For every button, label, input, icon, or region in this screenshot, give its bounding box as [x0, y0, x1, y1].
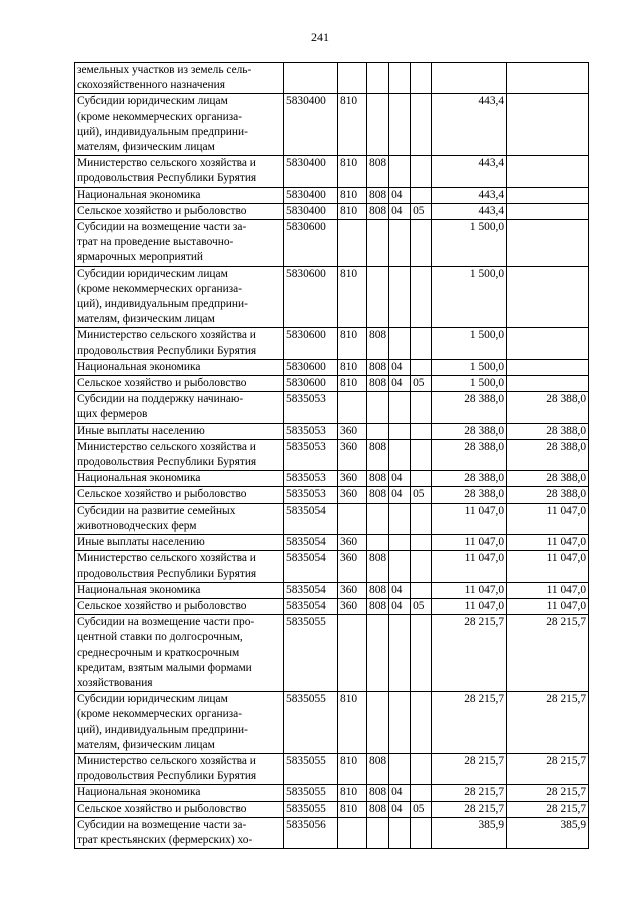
- table-row: [75, 220, 589, 267]
- row-expense-type-cell: 360: [338, 487, 367, 503]
- row-department-cell: 808: [367, 376, 389, 392]
- row-expense-type-cell: 360: [338, 423, 367, 439]
- row-department-cell: 808: [367, 359, 389, 375]
- row-amount-cell: 28 215,7: [432, 785, 507, 801]
- row-name-cell: Национальная экономика: [75, 582, 284, 598]
- row-code-cell: 5835054: [284, 598, 338, 614]
- row-subsection-cell: [411, 94, 432, 156]
- row-amount-cell: 11 047,0: [432, 582, 507, 598]
- row-code-cell: 5830400: [284, 94, 338, 156]
- row-amount-cell: 28 388,0: [432, 392, 507, 423]
- row-section-cell: [389, 328, 411, 359]
- row-expense-type-cell: 360: [338, 551, 367, 582]
- row-amount-cell: 28 215,7: [432, 615, 507, 692]
- table-row: [75, 423, 589, 439]
- row-amount-2-cell: 28 215,7: [507, 801, 589, 817]
- row-expense-type-cell: 810: [338, 376, 367, 392]
- table-row: [75, 753, 589, 784]
- table-row: [75, 785, 589, 801]
- row-expense-type-cell: [338, 615, 367, 692]
- row-expense-type-cell: 360: [338, 439, 367, 470]
- budget-table: [74, 62, 589, 849]
- row-expense-type-cell: 810: [338, 328, 367, 359]
- table-row: [75, 156, 589, 187]
- row-code-cell: 5830400: [284, 187, 338, 203]
- row-amount-2-cell: 385,9: [507, 817, 589, 848]
- row-expense-type-cell: 360: [338, 471, 367, 487]
- table-row: [75, 266, 589, 328]
- row-expense-type-cell: 810: [338, 359, 367, 375]
- table-row: [75, 187, 589, 203]
- row-section-cell: [389, 266, 411, 328]
- row-expense-type-cell: 810: [338, 203, 367, 219]
- row-subsection-cell: [411, 423, 432, 439]
- row-section-cell: [389, 220, 411, 267]
- row-section-cell: 04: [389, 598, 411, 614]
- row-subsection-cell: 05: [411, 801, 432, 817]
- row-expense-type-cell: 360: [338, 582, 367, 598]
- row-subsection-cell: [411, 156, 432, 187]
- table-row: [75, 359, 589, 375]
- page-number: 241: [311, 30, 329, 44]
- row-code-cell: 5835055: [284, 753, 338, 784]
- row-amount-2-cell: [507, 359, 589, 375]
- row-department-cell: [367, 817, 389, 848]
- row-expense-type-cell: [338, 503, 367, 534]
- row-amount-cell: 385,9: [432, 817, 507, 848]
- row-amount-2-cell: 28 215,7: [507, 785, 589, 801]
- row-department-cell: 808: [367, 156, 389, 187]
- row-expense-type-cell: 810: [338, 692, 367, 754]
- row-amount-cell: 1 500,0: [432, 266, 507, 328]
- table-row: [75, 376, 589, 392]
- row-section-cell: [389, 692, 411, 754]
- row-amount-2-cell: [507, 187, 589, 203]
- row-amount-cell: 11 047,0: [432, 535, 507, 551]
- row-subsection-cell: [411, 817, 432, 848]
- row-amount-2-cell: [507, 94, 589, 156]
- row-department-cell: 808: [367, 328, 389, 359]
- row-amount-cell: 1 500,0: [432, 376, 507, 392]
- row-code-cell: 5835055: [284, 801, 338, 817]
- row-code-cell: [284, 63, 338, 94]
- row-code-cell: 5830600: [284, 220, 338, 267]
- row-subsection-cell: [411, 503, 432, 534]
- row-subsection-cell: [411, 551, 432, 582]
- row-section-cell: 04: [389, 471, 411, 487]
- row-department-cell: [367, 266, 389, 328]
- row-name-cell: Субсидии на возмещение части за- трат крестьянских (фермерских) хо-: [75, 817, 284, 848]
- row-name-cell: Сельское хозяйство и рыболовство: [75, 487, 284, 503]
- row-amount-2-cell: 28 388,0: [507, 487, 589, 503]
- row-code-cell: 5835055: [284, 692, 338, 754]
- row-department-cell: 808: [367, 439, 389, 470]
- row-department-cell: [367, 615, 389, 692]
- row-department-cell: 808: [367, 582, 389, 598]
- row-subsection-cell: 05: [411, 598, 432, 614]
- table-row: [75, 471, 589, 487]
- row-department-cell: [367, 392, 389, 423]
- row-section-cell: [389, 439, 411, 470]
- row-section-cell: 04: [389, 582, 411, 598]
- row-name-cell: Сельское хозяйство и рыболовство: [75, 376, 284, 392]
- row-code-cell: 5830400: [284, 156, 338, 187]
- row-amount-2-cell: [507, 376, 589, 392]
- row-section-cell: [389, 63, 411, 94]
- row-amount-cell: 1 500,0: [432, 220, 507, 267]
- row-name-cell: Сельское хозяйство и рыболовство: [75, 598, 284, 614]
- row-expense-type-cell: [338, 220, 367, 267]
- row-expense-type-cell: [338, 817, 367, 848]
- table-row: [75, 94, 589, 156]
- row-expense-type-cell: 810: [338, 801, 367, 817]
- row-subsection-cell: [411, 535, 432, 551]
- row-amount-2-cell: 11 047,0: [507, 551, 589, 582]
- table-row: [75, 598, 589, 614]
- table-row: [75, 487, 589, 503]
- row-section-cell: [389, 156, 411, 187]
- row-subsection-cell: [411, 471, 432, 487]
- row-department-cell: [367, 94, 389, 156]
- row-amount-cell: 28 215,7: [432, 753, 507, 784]
- row-department-cell: 808: [367, 471, 389, 487]
- row-name-cell: Субсидии юридическим лицам (кроме некоммерческих организа- ций), индивидуальным предприни- мателям, физическим лицам: [75, 266, 284, 328]
- row-section-cell: [389, 817, 411, 848]
- row-department-cell: [367, 503, 389, 534]
- row-amount-cell: 1 500,0: [432, 359, 507, 375]
- row-amount-cell: 11 047,0: [432, 551, 507, 582]
- row-section-cell: 04: [389, 187, 411, 203]
- row-name-cell: Субсидии юридическим лицам (кроме некоммерческих организа- ций), индивидуальным предприни- мателям, физическим лицам: [75, 94, 284, 156]
- row-subsection-cell: [411, 266, 432, 328]
- row-section-cell: 04: [389, 801, 411, 817]
- row-code-cell: 5830600: [284, 266, 338, 328]
- table-row: [75, 551, 589, 582]
- row-code-cell: 5835056: [284, 817, 338, 848]
- row-section-cell: 04: [389, 359, 411, 375]
- row-amount-cell: 443,4: [432, 187, 507, 203]
- row-name-cell: Министерство сельского хозяйства и продовольствия Республики Бурятия: [75, 551, 284, 582]
- row-section-cell: [389, 535, 411, 551]
- row-department-cell: [367, 220, 389, 267]
- row-department-cell: 808: [367, 203, 389, 219]
- row-expense-type-cell: [338, 392, 367, 423]
- row-code-cell: 5830600: [284, 359, 338, 375]
- table-row: [75, 392, 589, 423]
- row-department-cell: 808: [367, 187, 389, 203]
- row-amount-cell: 28 388,0: [432, 423, 507, 439]
- table-row: [75, 615, 589, 692]
- row-amount-cell: 443,4: [432, 156, 507, 187]
- row-amount-2-cell: 11 047,0: [507, 582, 589, 598]
- row-subsection-cell: [411, 392, 432, 423]
- row-amount-2-cell: [507, 63, 589, 94]
- row-code-cell: 5835054: [284, 551, 338, 582]
- row-amount-2-cell: [507, 156, 589, 187]
- row-amount-2-cell: 28 215,7: [507, 692, 589, 754]
- row-name-cell: Министерство сельского хозяйства и продовольствия Республики Бурятия: [75, 156, 284, 187]
- row-amount-2-cell: [507, 203, 589, 219]
- row-department-cell: 808: [367, 487, 389, 503]
- row-section-cell: 04: [389, 487, 411, 503]
- row-name-cell: Национальная экономика: [75, 785, 284, 801]
- row-name-cell: Субсидии на поддержку начинаю- щих фермеров: [75, 392, 284, 423]
- row-amount-2-cell: [507, 220, 589, 267]
- row-code-cell: 5830400: [284, 203, 338, 219]
- row-department-cell: [367, 423, 389, 439]
- row-amount-cell: [432, 63, 507, 94]
- row-amount-2-cell: 11 047,0: [507, 598, 589, 614]
- row-section-cell: [389, 503, 411, 534]
- row-subsection-cell: [411, 439, 432, 470]
- table-row: [75, 692, 589, 754]
- row-code-cell: 5830600: [284, 328, 338, 359]
- row-expense-type-cell: 810: [338, 753, 367, 784]
- row-expense-type-cell: 360: [338, 535, 367, 551]
- row-code-cell: 5835053: [284, 471, 338, 487]
- row-subsection-cell: 05: [411, 376, 432, 392]
- row-department-cell: [367, 535, 389, 551]
- table-body: [75, 63, 589, 849]
- row-subsection-cell: [411, 359, 432, 375]
- row-code-cell: 5835055: [284, 615, 338, 692]
- row-subsection-cell: [411, 785, 432, 801]
- row-department-cell: 808: [367, 753, 389, 784]
- row-expense-type-cell: 810: [338, 266, 367, 328]
- row-section-cell: [389, 423, 411, 439]
- row-name-cell: Национальная экономика: [75, 471, 284, 487]
- row-subsection-cell: [411, 220, 432, 267]
- row-expense-type-cell: 810: [338, 187, 367, 203]
- row-subsection-cell: [411, 582, 432, 598]
- row-name-cell: земельных участков из земель сель- скохозяйственного назначения: [75, 63, 284, 94]
- row-subsection-cell: [411, 63, 432, 94]
- row-subsection-cell: [411, 615, 432, 692]
- row-amount-cell: 28 388,0: [432, 471, 507, 487]
- row-subsection-cell: 05: [411, 487, 432, 503]
- row-amount-2-cell: 28 388,0: [507, 439, 589, 470]
- row-code-cell: 5835054: [284, 582, 338, 598]
- row-code-cell: 5835053: [284, 439, 338, 470]
- row-department-cell: [367, 63, 389, 94]
- row-name-cell: Иные выплаты населению: [75, 423, 284, 439]
- row-department-cell: 808: [367, 785, 389, 801]
- table-row: [75, 535, 589, 551]
- table-row: [75, 817, 589, 848]
- row-amount-2-cell: 28 215,7: [507, 615, 589, 692]
- row-amount-cell: 28 215,7: [432, 801, 507, 817]
- row-section-cell: [389, 392, 411, 423]
- row-code-cell: 5835054: [284, 503, 338, 534]
- row-section-cell: 04: [389, 785, 411, 801]
- row-section-cell: 04: [389, 376, 411, 392]
- row-code-cell: 5830600: [284, 376, 338, 392]
- table-row: [75, 63, 589, 94]
- row-amount-cell: 443,4: [432, 94, 507, 156]
- row-name-cell: Министерство сельского хозяйства и продовольствия Республики Бурятия: [75, 753, 284, 784]
- row-subsection-cell: [411, 187, 432, 203]
- row-name-cell: Субсидии на возмещение части за- трат на проведение выставочно- ярмарочных мероприятий: [75, 220, 284, 267]
- row-name-cell: Субсидии на возмещение части про- центной ставки по долгосрочным, среднесрочным и краткосрочным кредитам, взятым малыми формами хозяйствования: [75, 615, 284, 692]
- row-amount-cell: 1 500,0: [432, 328, 507, 359]
- row-expense-type-cell: 810: [338, 94, 367, 156]
- row-amount-cell: 28 215,7: [432, 692, 507, 754]
- row-expense-type-cell: 360: [338, 598, 367, 614]
- row-section-cell: [389, 615, 411, 692]
- table-row: [75, 801, 589, 817]
- row-amount-2-cell: 11 047,0: [507, 535, 589, 551]
- row-amount-2-cell: 28 388,0: [507, 392, 589, 423]
- row-amount-2-cell: [507, 328, 589, 359]
- row-expense-type-cell: 810: [338, 156, 367, 187]
- row-code-cell: 5835053: [284, 423, 338, 439]
- row-name-cell: Субсидии юридическим лицам (кроме некоммерческих организа- ций), индивидуальным предприни- мателям, физическим лицам: [75, 692, 284, 754]
- row-name-cell: Субсидии на развитие семейных животноводческих ферм: [75, 503, 284, 534]
- row-amount-cell: 443,4: [432, 203, 507, 219]
- row-department-cell: 808: [367, 598, 389, 614]
- row-expense-type-cell: 810: [338, 785, 367, 801]
- table-row: [75, 439, 589, 470]
- row-code-cell: 5835053: [284, 487, 338, 503]
- row-subsection-cell: [411, 692, 432, 754]
- row-code-cell: 5835054: [284, 535, 338, 551]
- row-section-cell: 04: [389, 203, 411, 219]
- row-amount-2-cell: 28 388,0: [507, 423, 589, 439]
- row-amount-cell: 28 388,0: [432, 439, 507, 470]
- row-section-cell: [389, 551, 411, 582]
- table-row: [75, 582, 589, 598]
- row-name-cell: Сельское хозяйство и рыболовство: [75, 203, 284, 219]
- row-amount-2-cell: 28 388,0: [507, 471, 589, 487]
- row-amount-2-cell: [507, 266, 589, 328]
- row-department-cell: 808: [367, 801, 389, 817]
- table-row: [75, 503, 589, 534]
- row-expense-type-cell: [338, 63, 367, 94]
- row-department-cell: 808: [367, 551, 389, 582]
- row-amount-cell: 11 047,0: [432, 598, 507, 614]
- row-name-cell: Национальная экономика: [75, 187, 284, 203]
- row-section-cell: [389, 753, 411, 784]
- row-subsection-cell: [411, 753, 432, 784]
- row-name-cell: Национальная экономика: [75, 359, 284, 375]
- table-row: [75, 328, 589, 359]
- row-subsection-cell: 05: [411, 203, 432, 219]
- row-department-cell: [367, 692, 389, 754]
- row-subsection-cell: [411, 328, 432, 359]
- row-section-cell: [389, 94, 411, 156]
- row-amount-cell: 28 388,0: [432, 487, 507, 503]
- row-name-cell: Иные выплаты населению: [75, 535, 284, 551]
- row-code-cell: 5835053: [284, 392, 338, 423]
- row-amount-2-cell: 28 215,7: [507, 753, 589, 784]
- row-name-cell: Министерство сельского хозяйства и продовольствия Республики Бурятия: [75, 439, 284, 470]
- row-amount-cell: 11 047,0: [432, 503, 507, 534]
- table-row: [75, 203, 589, 219]
- row-name-cell: Сельское хозяйство и рыболовство: [75, 801, 284, 817]
- row-amount-2-cell: 11 047,0: [507, 503, 589, 534]
- row-code-cell: 5835055: [284, 785, 338, 801]
- row-name-cell: Министерство сельского хозяйства и продовольствия Республики Бурятия: [75, 328, 284, 359]
